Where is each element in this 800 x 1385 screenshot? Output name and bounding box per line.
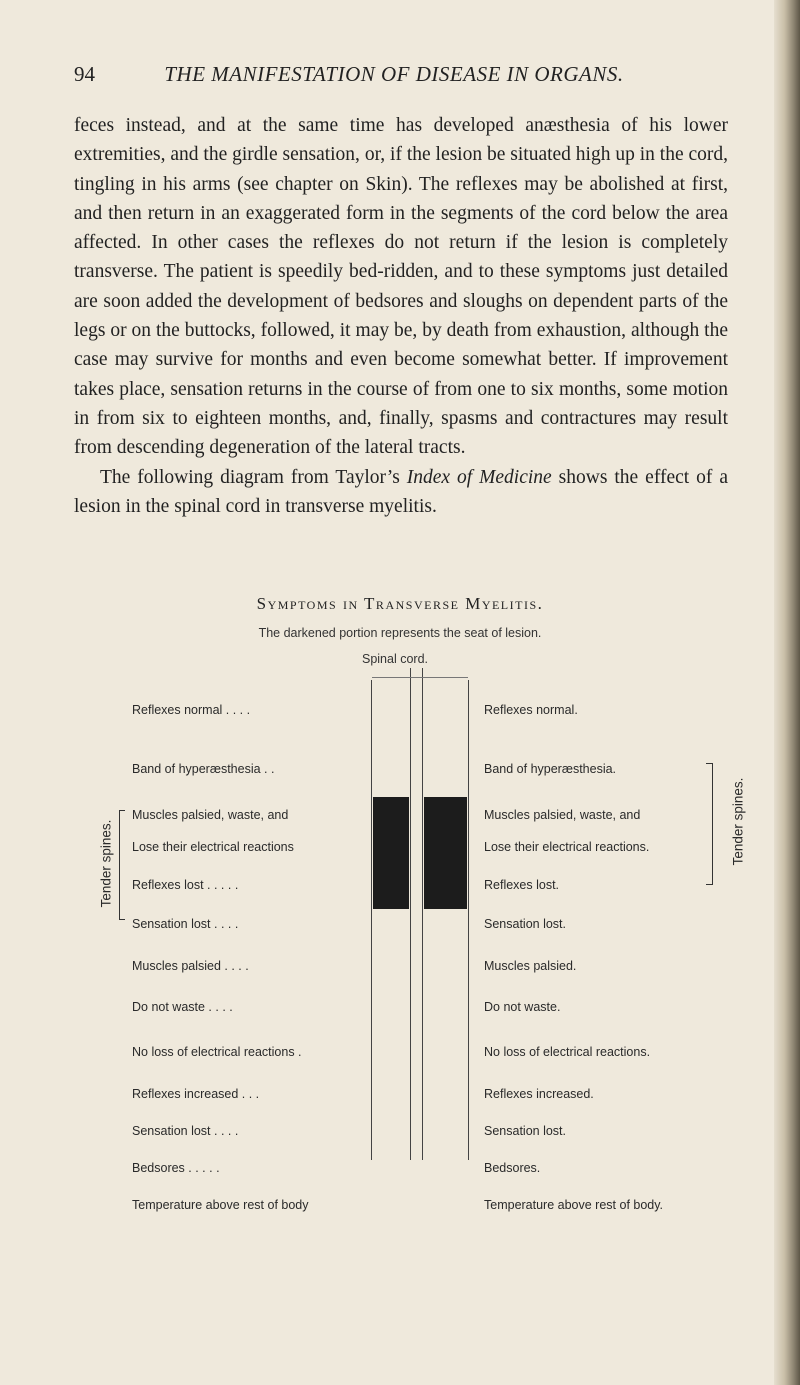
- right-label-temperature: Temperature above rest of body.: [484, 1198, 664, 1212]
- spinal-cord-label: Spinal cord.: [361, 652, 428, 666]
- page-number: 94: [74, 62, 95, 86]
- right-brace: [712, 763, 713, 885]
- cord-left-outer-line: [371, 680, 372, 1160]
- left-label-sensation-lost: Sensation lost . . . .: [132, 917, 239, 931]
- right-label-sensation-lost-2: Sensation lost.: [484, 1124, 566, 1138]
- left-label-reflexes-increased: Reflexes increased . . .: [132, 1087, 260, 1101]
- right-label-muscles-palsied: Muscles palsied.: [484, 959, 577, 973]
- left-brace-bottom-hook: [119, 919, 125, 920]
- left-tender-spines-label: Tender spines.: [98, 819, 114, 908]
- figure-subtitle: The darkened portion represents the seat of lesion.: [258, 626, 542, 640]
- cord-right-outer-line: [468, 680, 469, 1160]
- running-title: THE MANIFESTATION OF DISEASE IN ORGANS.: [164, 62, 624, 86]
- right-label-sensation-lost: Sensation lost.: [484, 917, 566, 931]
- left-label-temperature: Temperature above rest of body: [132, 1198, 309, 1212]
- right-label-band-hyperaesthesia: Band of hyperæsthesia.: [484, 762, 617, 776]
- paragraph-2-lead: The following diagram from Taylor’s: [100, 466, 407, 488]
- left-label-sensation-lost-2: Sensation lost . . . .: [132, 1124, 239, 1138]
- right-brace-bottom-hook: [706, 884, 712, 885]
- left-label-reflexes-normal: Reflexes normal . . . .: [132, 703, 251, 717]
- right-label-reflexes-increased: Reflexes increased.: [484, 1087, 594, 1101]
- left-label-band-hyperaesthesia: Band of hyperæsthesia . .: [132, 762, 275, 776]
- cord-right-inner-line: [422, 668, 423, 1160]
- right-label-muscles-palsied-waste: Muscles palsied, waste, and: [484, 808, 641, 822]
- left-label-no-loss-electrical: No loss of electrical reactions .: [132, 1045, 302, 1059]
- left-label-reflexes-lost: Reflexes lost . . . . .: [132, 878, 239, 892]
- left-label-bedsores: Bedsores . . . . .: [132, 1161, 220, 1175]
- right-label-lose-electrical: Lose their electrical reactions.: [484, 840, 650, 854]
- right-label-do-not-waste: Do not waste.: [484, 1000, 561, 1014]
- cord-left-inner-line: [410, 668, 411, 1160]
- left-label-muscles-palsied-waste: Muscles palsied, waste, and: [132, 808, 289, 822]
- left-brace: [119, 810, 120, 920]
- paragraph-2-tail: shows the effect of a lesion in the spinal cord in transverse myelitis.: [74, 466, 729, 517]
- right-brace-top-hook: [706, 763, 712, 764]
- left-label-muscles-palsied: Muscles palsied . . . .: [132, 959, 249, 973]
- left-brace-top-hook: [119, 810, 125, 811]
- right-tender-spines-label: Tender spines.: [730, 777, 746, 866]
- book-title: Index of Medicine: [406, 466, 552, 488]
- figure-title: Symptoms in Transverse Myelitis.: [256, 594, 544, 613]
- lesion-left-block: [373, 797, 409, 909]
- right-label-bedsores: Bedsores.: [484, 1161, 541, 1175]
- right-label-reflexes-lost: Reflexes lost.: [484, 878, 560, 892]
- cord-top-line: [372, 677, 468, 678]
- right-label-no-loss-electrical: No loss of electrical reactions.: [484, 1045, 651, 1059]
- lesion-right-block: [424, 797, 467, 909]
- left-label-lose-electrical: Lose their electrical reactions: [132, 840, 294, 854]
- right-label-reflexes-normal: Reflexes normal.: [484, 703, 578, 717]
- left-label-do-not-waste: Do not waste . . . .: [132, 1000, 233, 1014]
- paragraph-1: feces instead, and at the same time has developed anæsthesia of his lower extremities, and the girdle sensation, or, if the lesion be situated high up in the cord, tingling in his arms (see chapter on Skin). The reflexes may be abolished at first, and then return in an exaggerated form in the segments of the cord below the area affected. In other cases the reflexes do not return if the lesion is completely transverse. The patient is speedily bed-ridden, and to these symptoms just detailed are soon added the development of bedsores and sloughs on dependent parts of the legs or on the buttocks, followed, it may be, by death from exhaustion, although the case may survive for months and even become somewhat better. If improvement takes place, sensation returns in the course of from one to six months, some motion in from six to eighteen months, and, finally, spasms and contractures may result from descending degeneration of the lateral tracts.: [74, 115, 728, 459]
